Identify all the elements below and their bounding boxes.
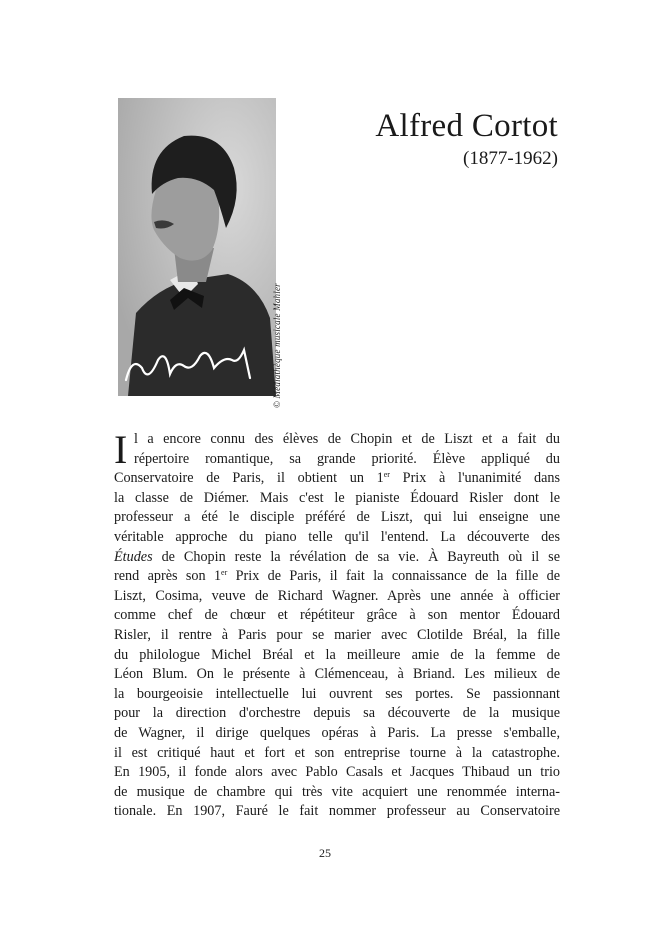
biography-paragraph (114, 427, 561, 822)
text-line: répertoire romantique, sa grande priorité. Élève appliqué du (134, 450, 560, 467)
text-line: il est critiqué haut et fort et son entreprise tourne à la catastrophe. (114, 744, 560, 761)
text-line: de musique de chambre qui très vite acquiert une renommée interna- (114, 783, 560, 800)
portrait-illustration (118, 98, 276, 396)
life-dates: (1877-1962) (463, 148, 558, 169)
text-line: Études de Chopin reste la révélation de sa vie. À Bayreuth où il se (114, 548, 560, 565)
text-line: pour la direction d'orchestre depuis sa découverte de la musique (114, 705, 560, 722)
portrait-photo (118, 98, 276, 396)
text-line: comme chef de chœur et répétiteur grâce à son mentor Édouard (114, 607, 560, 624)
text-line: Conservatoire de Paris, il obtient un 1er Prix à l'unanimité dans (114, 470, 561, 487)
text-line: la bourgeoisie intellectuelle lui ouvrent ses portes. Se passionnant (114, 685, 560, 702)
text-line: En 1905, il fonde alors avec Pablo Casals et Jacques Thibaud un trio (114, 764, 560, 781)
drop-cap: I (114, 427, 128, 472)
text-line: l a encore connu des élèves de Chopin et de Liszt et a fait du (134, 431, 560, 447)
text-line: Léon Blum. On le présente à Clémenceau, à Briand. Les milieux de (114, 666, 560, 683)
text-line: tionale. En 1907, Fauré le fait nommer professeur au Conservatoire (114, 803, 560, 820)
text-line: véritable approche du piano telle qu'il l'entend. La découverte des (114, 528, 560, 545)
text-line: la classe de Diémer. Mais c'est le pianiste Édouard Risler dont le (114, 489, 560, 506)
photo-credit: © Médiathèque musicale Mahler (272, 283, 282, 408)
text-line: de Wagner, il dirige quelques opéras à Paris. La presse s'emballe, (114, 724, 560, 741)
page-title: Alfred Cortot (375, 108, 558, 144)
text-line: du philologue Michel Bréal et la meilleure amie de la femme de (114, 646, 560, 663)
page-number: 25 (319, 846, 331, 860)
text-line: Liszt, Cosima, veuve de Richard Wagner. Après une année à officier (114, 587, 560, 604)
text-line: rend après son 1er Prix de Paris, il fait la connaissance de la fille de (114, 568, 560, 585)
text-line: professeur a été le disciple préféré de Liszt, qui lui enseigne une (114, 509, 560, 526)
text-line: Risler, il rentre à Paris pour se marier avec Clotilde Bréal, la fille (114, 626, 560, 643)
